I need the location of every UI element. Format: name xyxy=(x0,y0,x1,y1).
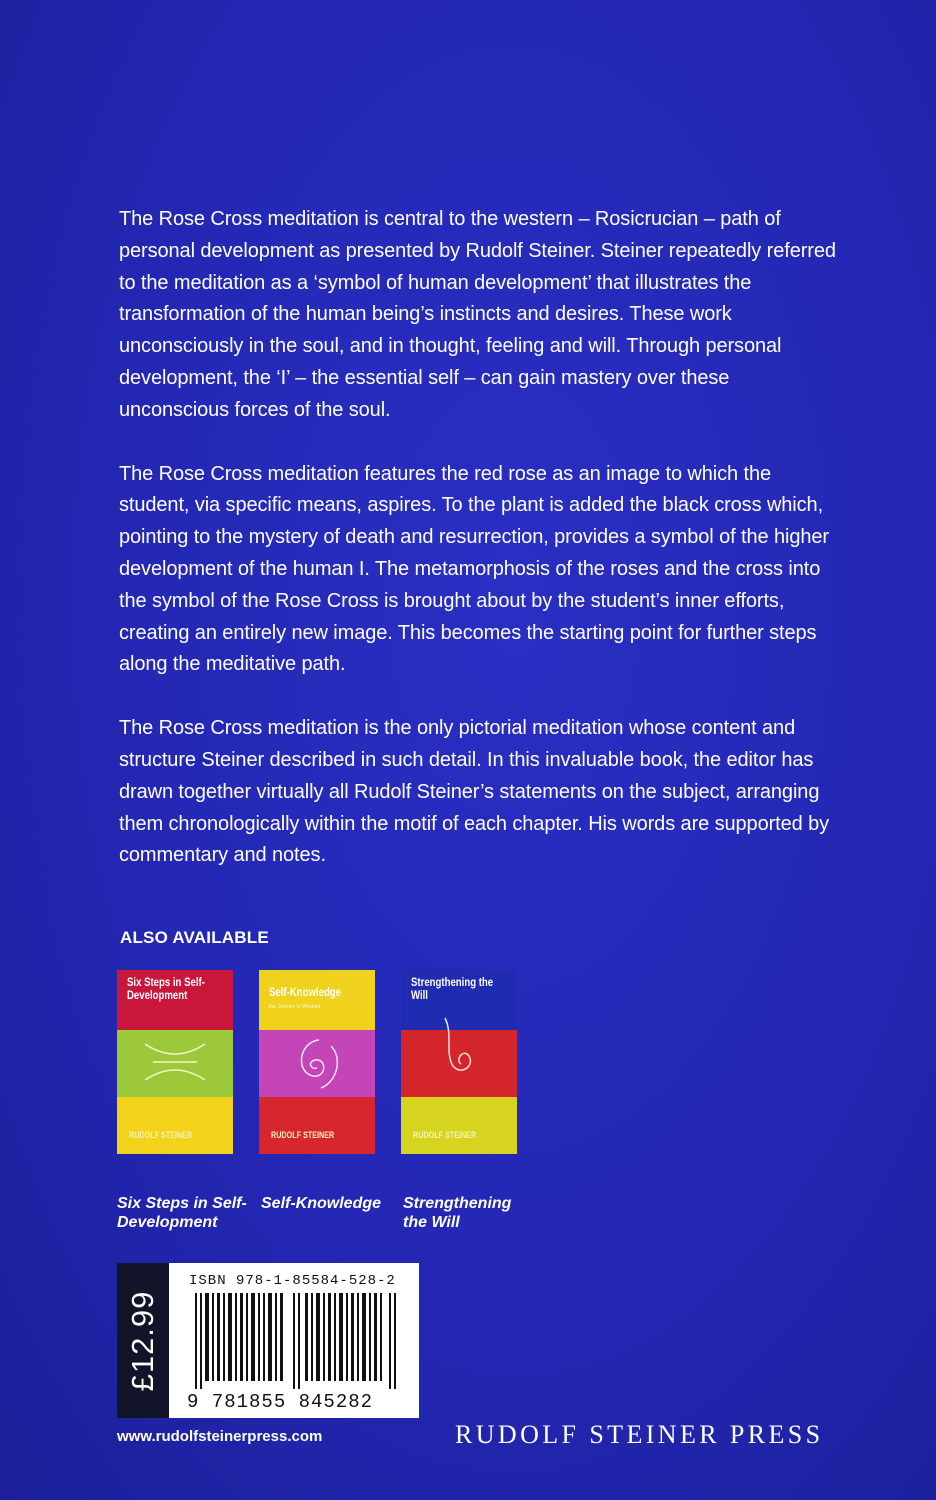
cover-title: Six Steps in Self-Development xyxy=(127,975,205,1002)
publisher-name: RUDOLF STEINER PRESS xyxy=(455,1420,824,1449)
price-label: £12.99 xyxy=(125,1290,160,1392)
cover-band-bottom xyxy=(117,1097,233,1154)
barcode-number: 9 781855 845282 xyxy=(187,1391,374,1413)
cover-author: RUDOLF STEINER xyxy=(271,1130,335,1140)
book-caption-strengthening-the-will: Strengthening the Will xyxy=(403,1195,512,1231)
blurb-paragraph-2: The Rose Cross meditation features the red rose as an image to which the student, via specific means, aspires. To the plant is added the black cross which, pointing to the mystery of death and resurrection, provides a symbol of the higher development of the human I. The metamorphosis of the roses and the cross into the symbol of the Rose Cross is brought about by the student’s inner efforts, creating an entirely new image. This becomes the starting point for further steps along the meditative path. xyxy=(119,462,829,676)
also-available-heading: ALSO AVAILABLE xyxy=(120,928,269,947)
cover-band-top xyxy=(259,970,375,1030)
cover-title: Self-Knowledge xyxy=(269,985,342,999)
flame-line-icon xyxy=(431,1014,487,1094)
cover-band-bottom xyxy=(259,1097,375,1154)
blurb-paragraph-3: The Rose Cross meditation is the only pictorial meditation whose content and structure Steiner described in such detail. In this invaluable book, the editor has drawn together virtually all Rudolf Steiner’s statements on the subject, arranging them chronologically within the motif of each chapter. His words are supported by commentary and notes. xyxy=(119,717,830,867)
book-cover-self-knowledge xyxy=(259,970,375,1154)
also-available-covers xyxy=(117,970,537,1210)
book-cover-six-steps xyxy=(117,970,233,1154)
cover-author: RUDOLF STEINER xyxy=(413,1130,477,1140)
price-strip xyxy=(117,1263,169,1418)
barcode-icon xyxy=(195,1293,405,1389)
website-url: www.rudolfsteinerpress.com xyxy=(117,1428,323,1445)
spiral-icon xyxy=(287,1032,347,1094)
blurb-paragraph-1: The Rose Cross meditation is central to the western – Rosicrucian – path of personal development as presented by Rudolf Steiner. Steiner repeatedly referred to the meditation as a ‘symbol of human development’ that illustrates the transformation of the human being’s instincts and desires. These work unconsciously in the soul, and in thought, feeling and will. Through personal development, the ‘I’ – the essential self – can gain mastery over these unconscious forces of the soul. xyxy=(119,208,836,421)
cover-author: RUDOLF STEINER xyxy=(129,1130,193,1140)
book-caption-six-steps: Six Steps in Self-Development xyxy=(117,1195,247,1231)
book-caption-self-knowledge: Self-Knowledge xyxy=(261,1195,382,1212)
book-cover-strengthening-the-will xyxy=(401,970,517,1154)
cover-subtitle: the Journey to Wisdom xyxy=(269,1004,321,1010)
isbn-barcode-panel xyxy=(117,1263,419,1418)
cover-band-bottom xyxy=(401,1097,517,1154)
cover-title: Strengthening the Will xyxy=(411,975,494,1002)
isbn-text: ISBN 978-1-85584-528-2 xyxy=(189,1273,396,1289)
lemniscate-icon xyxy=(135,1032,215,1092)
back-cover-blurb xyxy=(119,204,839,904)
